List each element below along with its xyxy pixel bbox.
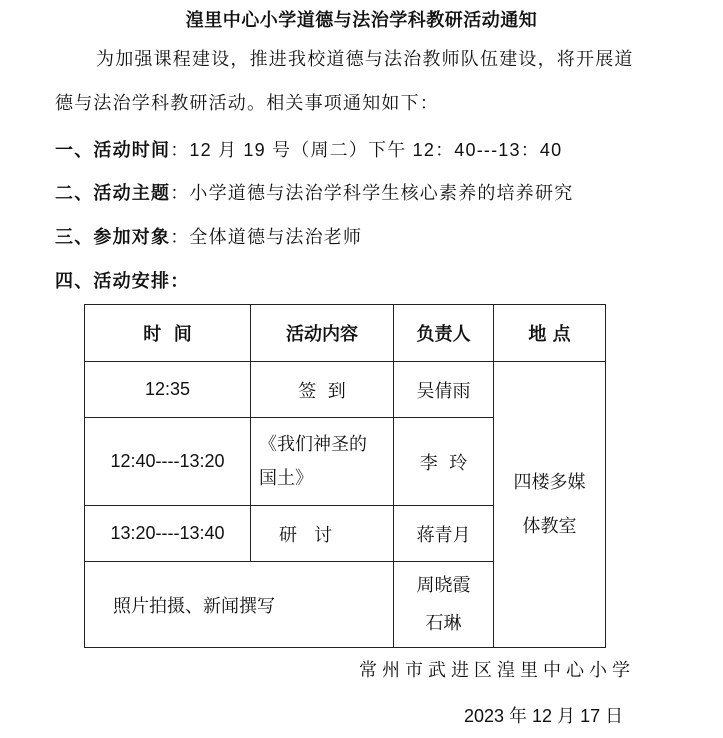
- row3-person: 蒋青月: [394, 506, 494, 562]
- section-time-label: 一、活动时间: [55, 140, 171, 161]
- row4-person-line-1: 周晓霞: [416, 574, 471, 596]
- notice-date: 2023 年 12 月 17 日: [464, 706, 624, 726]
- signature: 常州市武进区湟里中心小学: [359, 660, 635, 681]
- section-schedule-label: 四、活动安排: [55, 271, 171, 292]
- section-participants-sep: ：: [170, 227, 190, 248]
- section-schedule: [55, 270, 189, 294]
- section-participants-value: 全体道德与法治老师: [189, 227, 363, 248]
- section-theme-value: 小学道德与法治学科学生核心素养的培养研究: [189, 183, 574, 204]
- header-time: 时 间: [85, 305, 251, 362]
- table-header-row: [85, 305, 606, 362]
- row1-content: 签 到: [251, 362, 394, 418]
- section-theme-sep: ：: [170, 183, 190, 204]
- section-schedule-sep: ：: [170, 271, 190, 292]
- section-time: [55, 138, 562, 163]
- header-person: 负责人: [394, 305, 494, 362]
- row1-time: 12:35: [85, 362, 251, 418]
- location-cell: [494, 362, 606, 648]
- row2-content-line-2: 国土》: [259, 467, 313, 489]
- section-theme-label: 二、活动主题: [55, 183, 171, 204]
- row2-content: [251, 418, 394, 506]
- row4-person-line-2: 石琳: [425, 612, 462, 634]
- notice-title: 湟里中心小学道德与法治学科教研活动通知: [185, 10, 538, 31]
- row2-time: 12:40----13:20: [85, 418, 251, 506]
- header-location: 地 点: [494, 305, 606, 362]
- row3-time: 13:20----13:40: [85, 506, 251, 562]
- intro-line-1: 为加强课程建设，推进我校道德与法治教师队伍建设，将开展道: [96, 49, 634, 70]
- row4-person: [394, 562, 494, 648]
- section-time-value: 12 月 19 号（周二）下午 12：40---13：40: [189, 140, 563, 160]
- schedule-table: [84, 304, 606, 648]
- section-participants: [55, 226, 362, 250]
- row1-person: 吴倩雨: [394, 362, 494, 418]
- row2-content-line-1: 《我们神圣的: [259, 433, 367, 455]
- location-line-1: 四楼多媒: [513, 471, 586, 493]
- intro-line-2: 德与法治学科教研活动。相关事项通知如下：: [55, 93, 439, 114]
- location-line-2: 体教室: [522, 515, 577, 537]
- section-time-sep: ：: [170, 140, 190, 161]
- table-row: [85, 362, 606, 418]
- row3-content: 研 讨: [251, 506, 394, 562]
- row2-person: 李 玲: [394, 418, 494, 506]
- row4-content: 照片拍摄、新闻撰写: [85, 562, 394, 648]
- section-participants-label: 三、参加对象: [55, 227, 171, 248]
- section-theme: [55, 182, 573, 206]
- header-content: 活动内容: [251, 305, 394, 362]
